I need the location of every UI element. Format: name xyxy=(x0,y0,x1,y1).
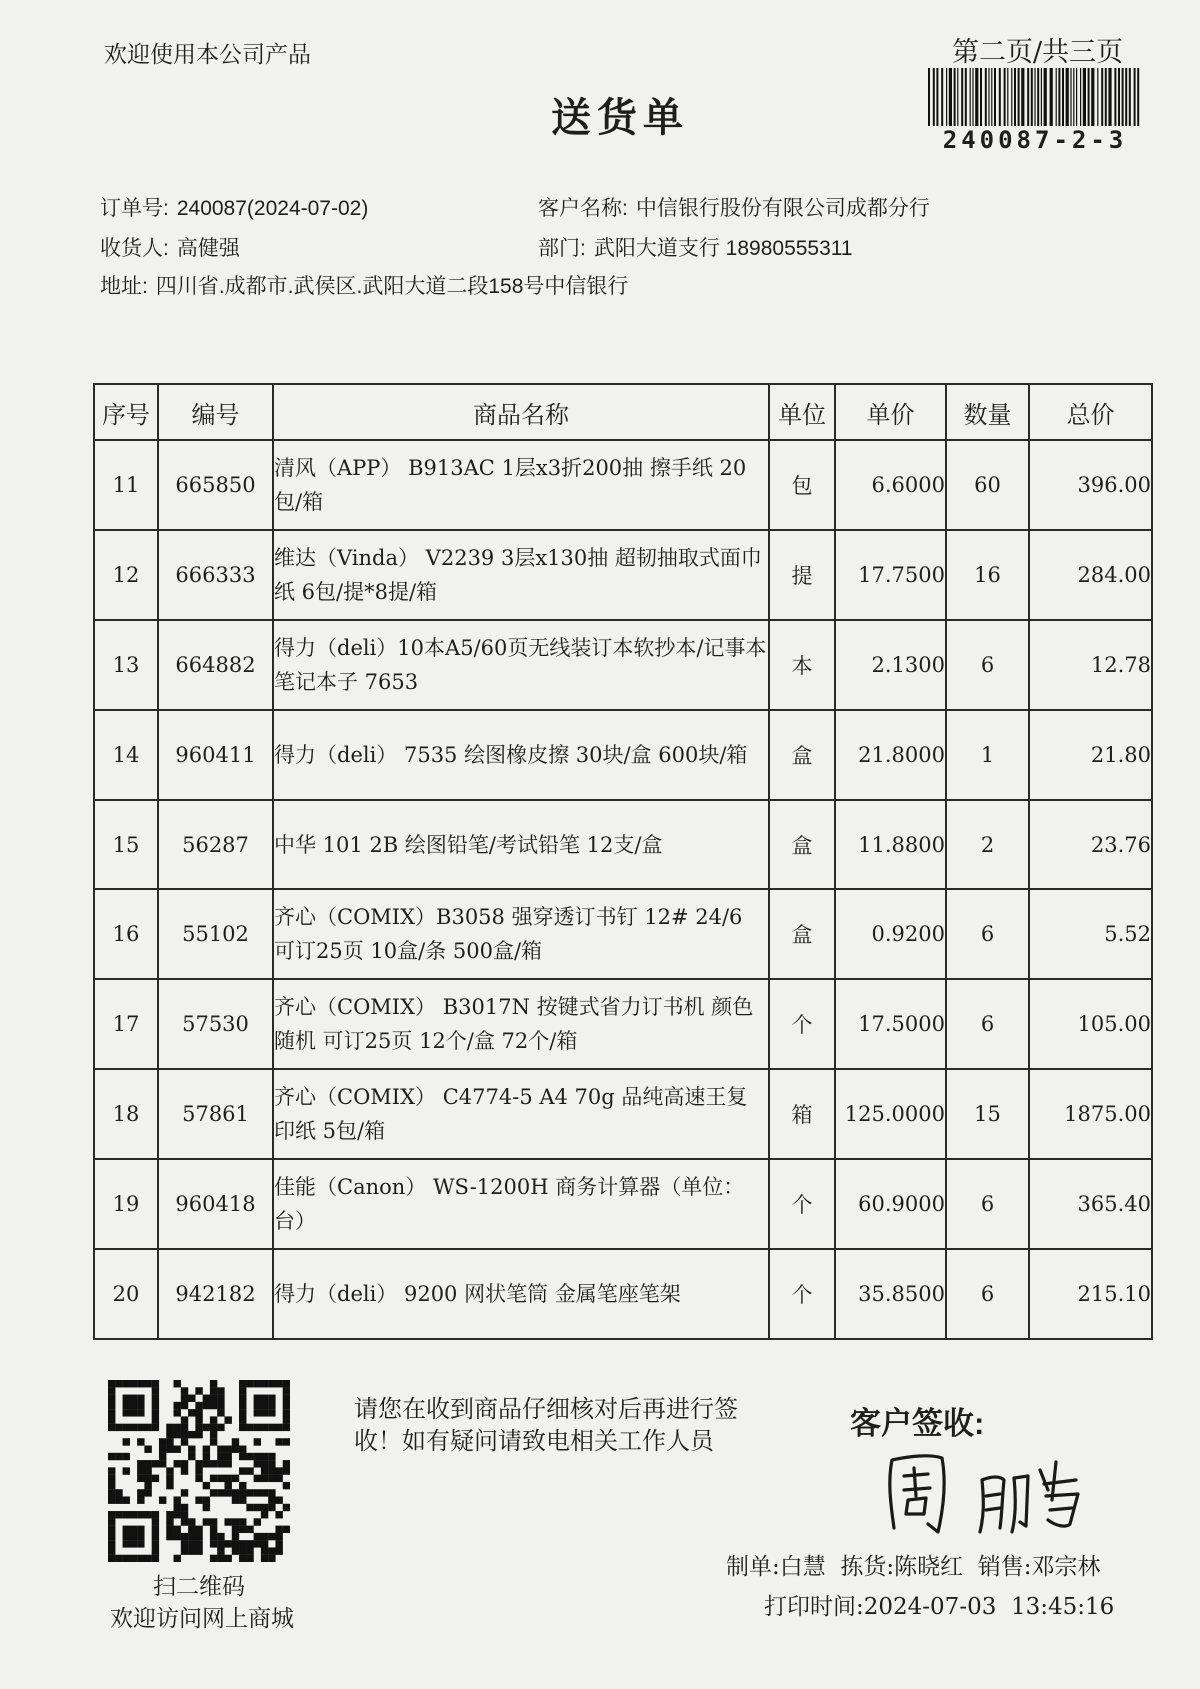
cell-code: 56287 xyxy=(158,800,273,890)
customer-label: 客户名称: xyxy=(538,197,628,220)
customer-value: 中信银行股份有限公司成都分行 xyxy=(635,197,930,220)
cell-code: 664882 xyxy=(158,620,273,710)
receiver xyxy=(100,232,240,262)
cell-unit-price: 35.8500 xyxy=(835,1249,946,1339)
cell-code: 960418 xyxy=(158,1159,273,1249)
cell-product-name: 齐心（COMIX）B3058 强穿透订书钉 12# 24/6 可订25页 10盒/条 500盒/箱 xyxy=(273,889,769,979)
cell-seq: 15 xyxy=(94,800,158,890)
address xyxy=(100,270,628,300)
cell-code: 960411 xyxy=(158,710,273,800)
cell-seq: 18 xyxy=(94,1069,158,1159)
department xyxy=(538,232,853,262)
cell-product-name: 得力（deli）10本A5/60页无线装订本软抄本/记事本笔记本子 7653 xyxy=(273,620,769,710)
table-row xyxy=(94,800,1152,890)
qr-caption-mall: 欢迎访问网上商城 xyxy=(110,1606,294,1632)
cell-seq: 14 xyxy=(94,710,158,800)
table-row xyxy=(94,979,1152,1069)
cell-unit: 个 xyxy=(769,979,835,1069)
cell-unit-price: 125.0000 xyxy=(835,1069,946,1159)
header-code: 编号 xyxy=(158,384,273,440)
cell-unit: 个 xyxy=(769,1249,835,1339)
cell-unit: 盒 xyxy=(769,889,835,979)
cell-quantity: 15 xyxy=(946,1069,1029,1159)
cell-unit: 包 xyxy=(769,440,835,530)
handwritten-signature xyxy=(880,1440,1100,1540)
table-row xyxy=(94,440,1152,530)
cell-unit: 盒 xyxy=(769,800,835,890)
items-table xyxy=(93,383,1153,1340)
sign-label: 客户签收: xyxy=(850,1406,985,1441)
cell-unit: 箱 xyxy=(769,1069,835,1159)
cell-seq: 12 xyxy=(94,530,158,620)
table-row xyxy=(94,889,1152,979)
cell-quantity: 2 xyxy=(946,800,1029,890)
table-row xyxy=(94,1159,1152,1249)
cell-product-name: 清风（APP） B913AC 1层x3折200抽 擦手纸 20包/箱 xyxy=(273,440,769,530)
page-number: 第二页/共三页 xyxy=(952,37,1124,68)
cell-total: 1875.00 xyxy=(1029,1069,1152,1159)
cell-unit: 个 xyxy=(769,1159,835,1249)
cell-unit-price: 11.8800 xyxy=(835,800,946,890)
address-value: 四川省.成都市.武侯区.武阳大道二段158号中信银行 xyxy=(155,275,629,298)
cell-unit: 本 xyxy=(769,620,835,710)
cell-seq: 13 xyxy=(94,620,158,710)
customer-name xyxy=(538,192,930,222)
order-number xyxy=(100,192,368,222)
cell-product-name: 齐心（COMIX） C4774-5 A4 70g 品纯高速王复印纸 5包/箱 xyxy=(273,1069,769,1159)
cell-product-name: 得力（deli） 9200 网状笔筒 金属笔座笔架 xyxy=(273,1249,769,1339)
cell-quantity: 16 xyxy=(946,530,1029,620)
table-row xyxy=(94,1249,1152,1339)
dept-value: 武阳大道支行 18980555311 xyxy=(593,237,853,260)
cell-code: 665850 xyxy=(158,440,273,530)
cell-seq: 17 xyxy=(94,979,158,1069)
cell-unit-price: 60.9000 xyxy=(835,1159,946,1249)
notice-text: 请您在收到商品仔细核对后再进行签收！如有疑问请致电相关工作人员 xyxy=(354,1396,738,1455)
cell-quantity: 1 xyxy=(946,710,1029,800)
cell-seq: 11 xyxy=(94,440,158,530)
header-price: 单价 xyxy=(835,384,946,440)
cell-product-name: 佳能（Canon） WS-1200H 商务计算器（单位：台） xyxy=(273,1159,769,1249)
cell-product-name: 齐心（COMIX） B3017N 按键式省力订书机 颜色随机 可订25页 12个/盒 72个/箱 xyxy=(273,979,769,1069)
cell-unit-price: 2.1300 xyxy=(835,620,946,710)
cell-unit: 提 xyxy=(769,530,835,620)
qr-code[interactable] xyxy=(108,1380,290,1562)
cell-total: 215.10 xyxy=(1029,1249,1152,1339)
cell-product-name: 得力（deli） 7535 绘图橡皮擦 30块/盒 600块/箱 xyxy=(273,710,769,800)
order-label: 订单号: xyxy=(100,197,169,220)
address-label: 地址: xyxy=(100,275,148,298)
order-value: 240087(2024-07-02) xyxy=(176,197,369,220)
cell-unit-price: 21.8000 xyxy=(835,710,946,800)
header-qty: 数量 xyxy=(946,384,1029,440)
qr-caption: 扫二维码 xyxy=(153,1574,245,1600)
cell-quantity: 6 xyxy=(946,1159,1029,1249)
welcome-text: 欢迎使用本公司产品 xyxy=(104,42,311,68)
cell-code: 57530 xyxy=(158,979,273,1069)
cell-total: 365.40 xyxy=(1029,1159,1152,1249)
cell-quantity: 6 xyxy=(946,620,1029,710)
cell-total: 396.00 xyxy=(1029,440,1152,530)
cell-seq: 16 xyxy=(94,889,158,979)
cell-unit-price: 17.5000 xyxy=(835,979,946,1069)
cell-seq: 20 xyxy=(94,1249,158,1339)
cell-code: 942182 xyxy=(158,1249,273,1339)
cell-quantity: 6 xyxy=(946,979,1029,1069)
cell-total: 23.76 xyxy=(1029,800,1152,890)
cell-total: 5.52 xyxy=(1029,889,1152,979)
cell-unit-price: 0.9200 xyxy=(835,889,946,979)
cell-code: 666333 xyxy=(158,530,273,620)
cell-total: 12.78 xyxy=(1029,620,1152,710)
receiver-label: 收货人: xyxy=(100,237,169,260)
table-row xyxy=(94,530,1152,620)
table-row xyxy=(94,1069,1152,1159)
cell-seq: 19 xyxy=(94,1159,158,1249)
cell-total: 105.00 xyxy=(1029,979,1152,1069)
cell-unit-price: 6.6000 xyxy=(835,440,946,530)
header-product: 商品名称 xyxy=(273,384,769,440)
cell-product-name: 维达（Vinda） V2239 3层x130抽 超韧抽取式面巾纸 6包/提*8提/箱 xyxy=(273,530,769,620)
cell-total: 21.80 xyxy=(1029,710,1152,800)
receiver-value: 高健强 xyxy=(176,237,240,260)
header-total: 总价 xyxy=(1029,384,1152,440)
cell-quantity: 6 xyxy=(946,1249,1029,1339)
table-row xyxy=(94,710,1152,800)
table-header-row xyxy=(94,384,1152,440)
header-unit: 单位 xyxy=(769,384,835,440)
cell-code: 57861 xyxy=(158,1069,273,1159)
header-seq: 序号 xyxy=(94,384,158,440)
cell-quantity: 60 xyxy=(946,440,1029,530)
table-row xyxy=(94,620,1152,710)
document-title: 送货单 xyxy=(551,94,689,141)
cell-quantity: 6 xyxy=(946,889,1029,979)
cell-unit-price: 17.7500 xyxy=(835,530,946,620)
barcode-number: 240087-2-3 xyxy=(942,126,1128,154)
cell-total: 284.00 xyxy=(1029,530,1152,620)
cell-unit: 盒 xyxy=(769,710,835,800)
cell-code: 55102 xyxy=(158,889,273,979)
dept-label: 部门: xyxy=(538,237,586,260)
staff-info: 制单:白慧 拣货:陈晓红 销售:邓宗林 xyxy=(726,1554,1101,1580)
cell-product-name: 中华 101 2B 绘图铅笔/考试铅笔 12支/盒 xyxy=(273,800,769,890)
print-time: 打印时间:2024-07-03 13:45:16 xyxy=(764,1594,1115,1620)
